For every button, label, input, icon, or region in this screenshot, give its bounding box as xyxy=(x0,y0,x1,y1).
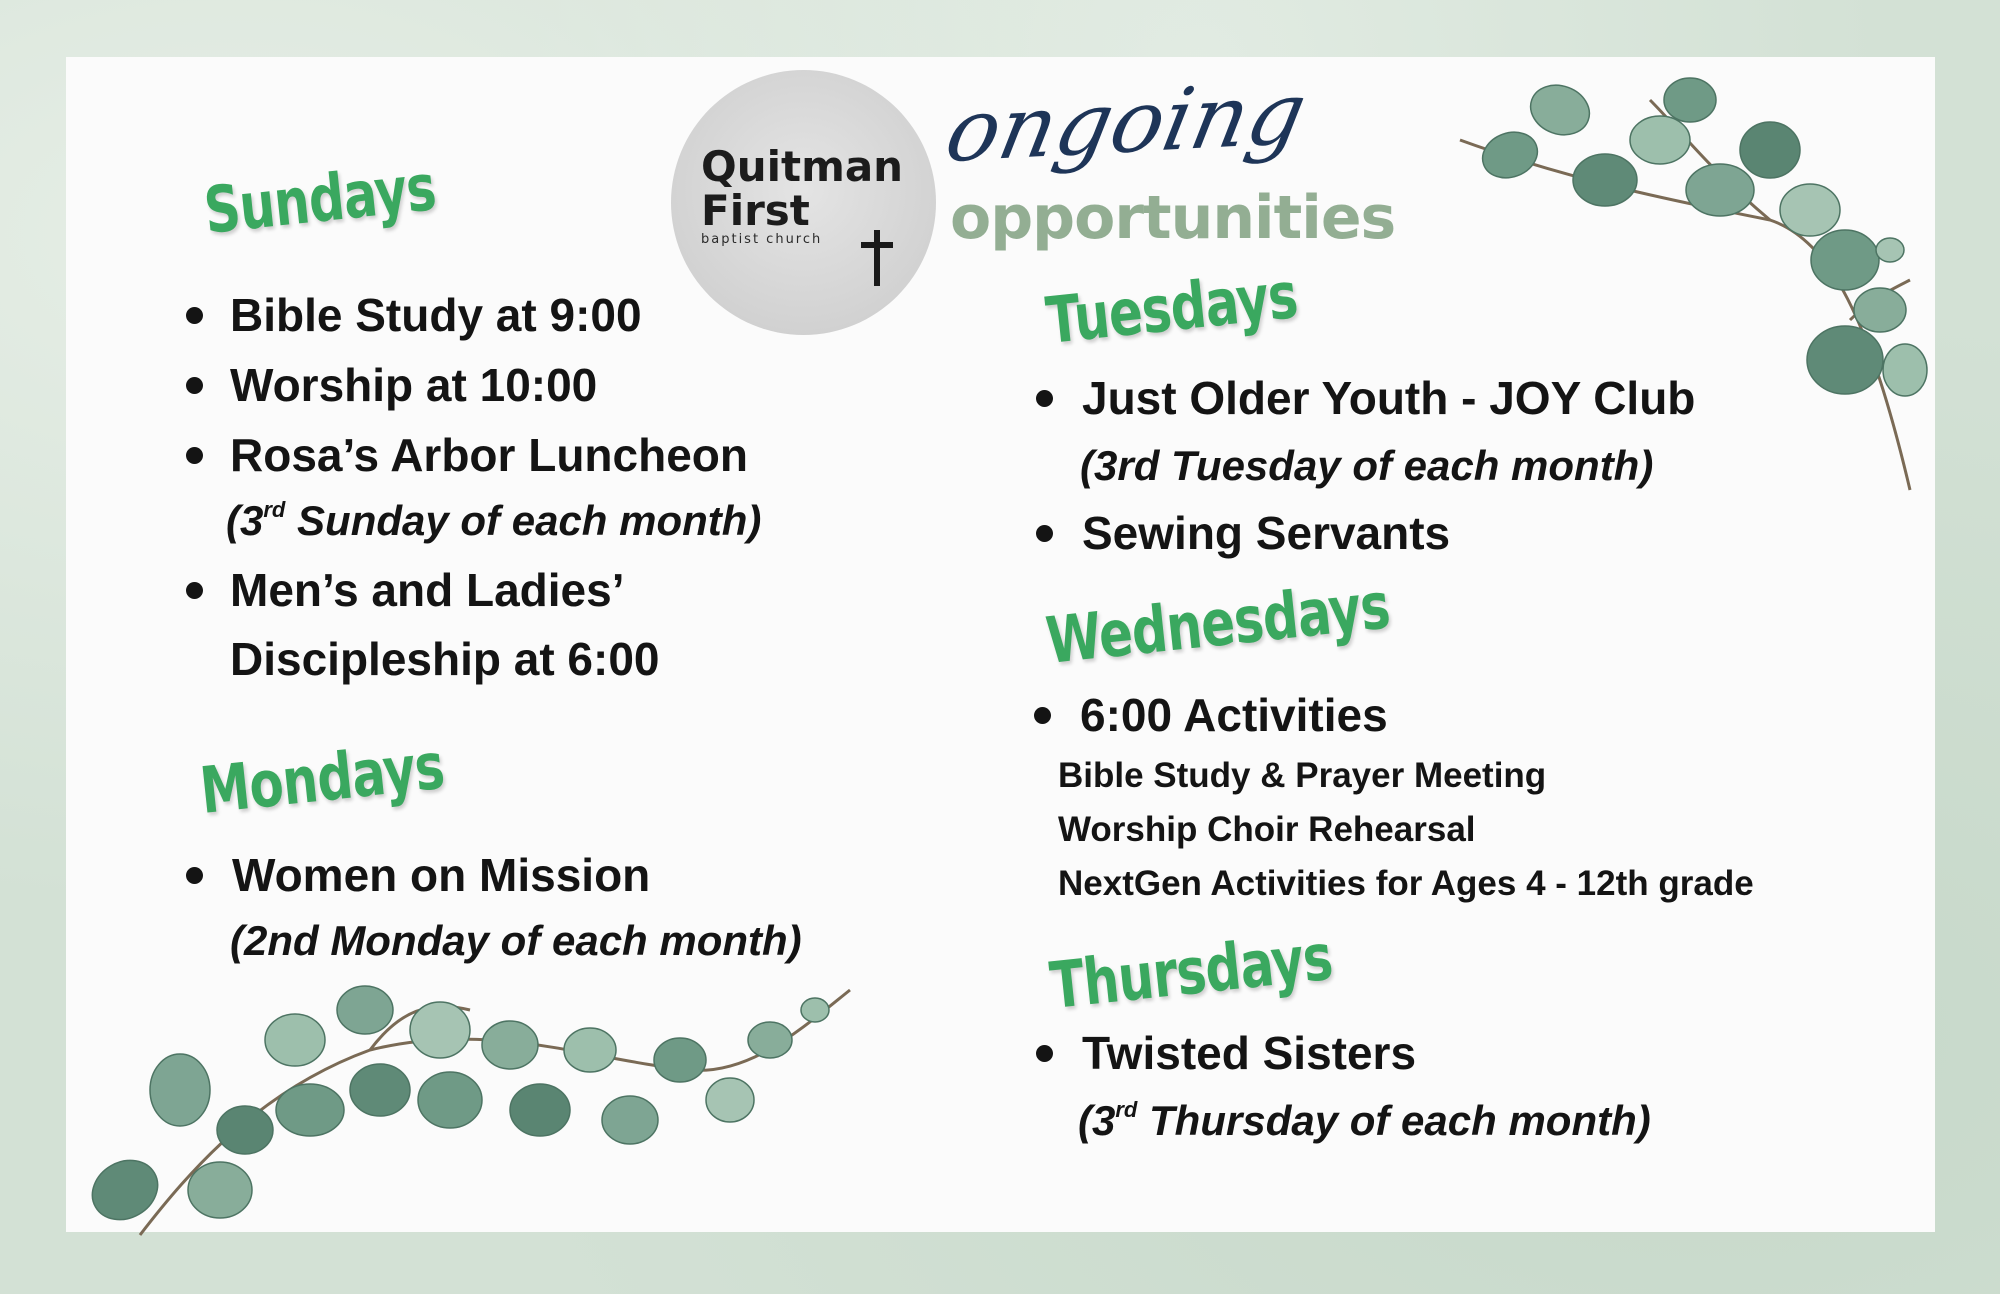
logo-text-first: First xyxy=(701,186,810,235)
wednesday-sub-choir: Worship Choir Rehearsal xyxy=(1058,810,1476,849)
heading-thursdays: Thursdays xyxy=(1046,920,1336,1024)
church-logo xyxy=(671,70,936,335)
title-script: ongoing xyxy=(938,63,1314,183)
tuesday-item-joy-club-note: (3rd Tuesday of each month) xyxy=(1080,442,1654,489)
monday-item-note: (2nd Monday of each month) xyxy=(230,917,802,964)
tuesday-item-sewing-servants: Sewing Servants xyxy=(1082,507,1451,559)
bullet xyxy=(186,307,203,324)
heading-sundays: Sundays xyxy=(200,151,439,249)
title-sub: opportunities xyxy=(950,183,1396,253)
monday-item-women-on-mission: Women on Mission xyxy=(232,849,651,901)
bullet xyxy=(1036,1045,1053,1062)
tuesday-item-joy-club: Just Older Youth - JOY Club xyxy=(1082,372,1696,424)
wednesday-item-activities: 6:00 Activities xyxy=(1080,689,1388,741)
wednesday-sub-bible-study: Bible Study & Prayer Meeting xyxy=(1058,756,1547,795)
sunday-item-discipleship-line2: Discipleship at 6:00 xyxy=(230,633,660,685)
logo-text-quitman: Quitman xyxy=(701,142,904,191)
cross-icon xyxy=(857,228,897,288)
eucalyptus-branch-bottom-left xyxy=(70,970,860,1240)
sunday-item-bible-study: Bible Study at 9:00 xyxy=(230,289,642,341)
bullet xyxy=(1034,707,1051,724)
sunday-item-worship: Worship at 10:00 xyxy=(230,359,598,411)
thursday-item-twisted-sisters: Twisted Sisters xyxy=(1082,1027,1417,1079)
sunday-item-discipleship-line1: Men’s and Ladies’ xyxy=(230,564,625,616)
sunday-item-luncheon: Rosa’s Arbor Luncheon xyxy=(230,429,748,481)
heading-mondays: Mondays xyxy=(196,729,448,829)
bullet xyxy=(1036,525,1053,542)
logo-text-baptist-church: baptist church xyxy=(701,232,823,247)
wednesday-sub-nextgen: NextGen Activities for Ages 4 - 12th grade xyxy=(1058,864,1754,903)
bullet xyxy=(186,867,203,884)
bullet xyxy=(186,582,203,599)
eucalyptus-branch-top-right xyxy=(1450,60,1930,500)
sunday-item-luncheon-note: (3rd Sunday of each month) xyxy=(226,497,762,544)
bullet xyxy=(186,377,203,394)
bullet xyxy=(186,447,203,464)
heading-tuesdays: Tuesdays xyxy=(1042,259,1301,359)
bullet xyxy=(1036,390,1053,407)
thursday-item-note: (3rd Thursday of each month) xyxy=(1078,1097,1651,1144)
heading-wednesdays: Wednesdays xyxy=(1042,569,1393,679)
